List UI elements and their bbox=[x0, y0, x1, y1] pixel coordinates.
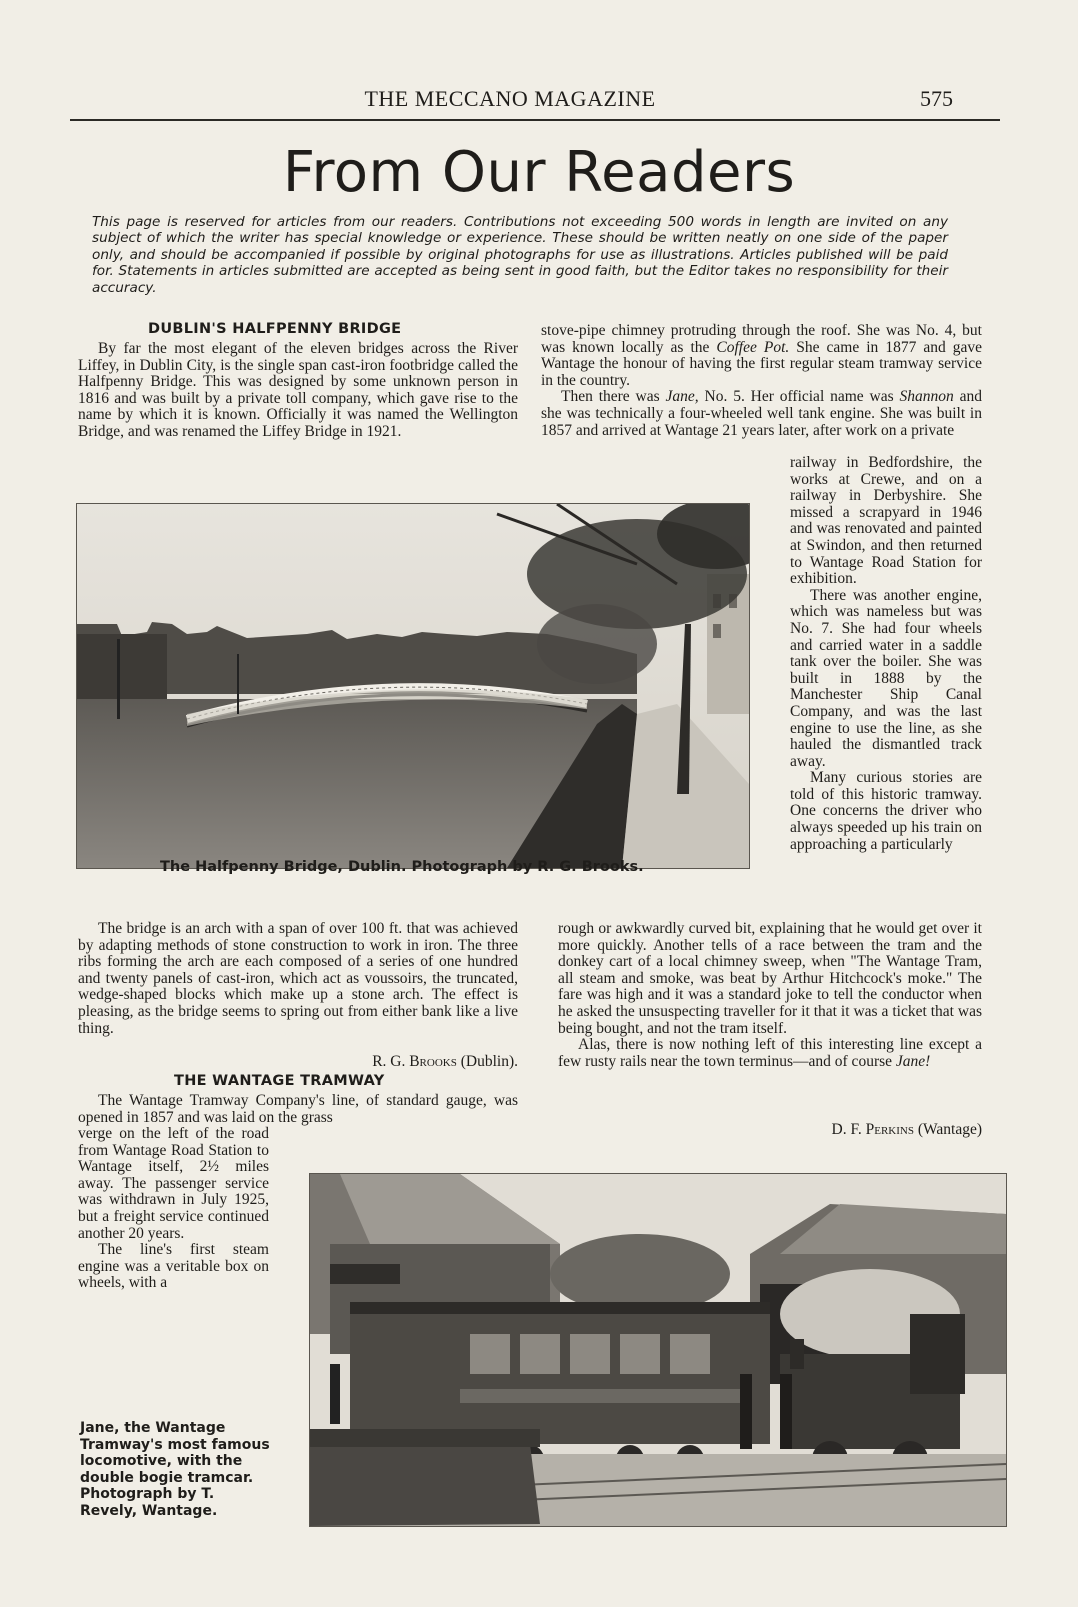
page-title: From Our Readers bbox=[282, 140, 796, 205]
header-rule bbox=[70, 119, 1000, 121]
wantage-column-lower bbox=[558, 921, 982, 1070]
wantage-narrow-para-3: Many curious stories are told of this historic tramway. One concerns the driver who always speeded up his train on approaching a particularly bbox=[790, 769, 982, 853]
dublin-author-name: R. G. Brooks bbox=[372, 1053, 457, 1070]
wantage-closing-para: Alas, there is now nothing left of this interesting line except a few rusty rails near the town terminus—and of course Jane! bbox=[558, 1036, 982, 1070]
wantage-author-place: (Wantage) bbox=[917, 1121, 982, 1138]
article-heading-wantage: THE WANTAGE TRAMWAY bbox=[174, 1073, 385, 1089]
bridge-photo-caption: The Halfpenny Bridge, Dublin. Photograph by R. G. Brooks. bbox=[160, 859, 644, 875]
wantage-narrow-column bbox=[790, 455, 982, 853]
wantage-column-top bbox=[541, 323, 982, 439]
wantage-intro-text: The Wantage Tramway Company's line, of standard gauge, was opened in 1857 and was laid on the grass bbox=[78, 1092, 518, 1126]
tram-photo-caption: Jane, the Wantage Tramway's most famous locomotive, with the double bogie tramcar. Photograph by T. Revely, Wantage. bbox=[80, 1420, 270, 1519]
wantage-author-signature bbox=[700, 1121, 982, 1139]
wantage-first-engine-text: The line's first steam engine was a veritable box on wheels, with a bbox=[78, 1241, 269, 1292]
dublin-paragraph-1 bbox=[78, 341, 518, 441]
article-heading-dublin: DUBLIN'S HALFPENNY BRIDGE bbox=[148, 321, 402, 337]
page-number: 575 bbox=[920, 86, 953, 111]
wantage-narrow-para-1: railway in Bedfordshire, the works at Crewe, and on a railway in Derbyshire. She missed a scrapyard in 1946 and was renovated and painted at Swindon, and then returned to Wantage Road Station for exhibition. bbox=[790, 454, 982, 588]
magazine-title: THE MECCANO MAGAZINE bbox=[364, 86, 656, 111]
wantage-intro-para bbox=[78, 1093, 518, 1126]
intro-text: This page is reserved for articles from our readers. Contributions not exceeding 500 words in length are invited on any subject of which the writer has special knowledge or experience. These should be written neatly on one side of the paper only, and should be accompanied if possible by original photographs for use as illustrations. Articles published will be paid for. Statements in articles submitted are accepted as being sent in good faith, but the Editor takes no responsibility for their accuracy. bbox=[92, 214, 948, 296]
wantage-jane-para: Then there was Jane, No. 5. Her official name was Shannon and she was technically a four-wheeled well tank engine. She was built in 1857 and arrived at Wantage 21 years later, after work on a private bbox=[541, 388, 982, 439]
dublin-para-2-text: The bridge is an arch with a span of over 100 ft. that was achieved by adapting methods of stone construction to work in iron. The three ribs forming the arch are each composed of a series of one hundred and twenty panels of cast-iron, which act as voussoirs, the truncated, wedge-shaped blocks which make up a stone arch. The effect is pleasing, as the bridge seems to spring out from either bank like a live thing. bbox=[78, 920, 518, 1037]
wantage-coffee-pot-para: stove-pipe chimney protruding through the roof. She was No. 4, but was known locally as the Coffee Pot. She came in 1877 and gave Wantage the honour of having the first regular steam tramway service in the country. bbox=[541, 322, 982, 389]
dublin-para-1-text: By far the most elegant of the eleven bridges across the River Liffey, in Dublin City, is the single span cast-iron footbridge called the Halfpenny Bridge. This was designed by some unknown person in 1816 and was built by a private toll company, which gave rise to the name by which it is known. Officially it was named the Wellington Bridge, and was renamed the Liffey Bridge in 1921. bbox=[78, 340, 518, 440]
halfpenny-bridge-photo bbox=[76, 503, 750, 869]
dublin-author-signature bbox=[278, 1053, 518, 1071]
dublin-author-place: (Dublin). bbox=[460, 1053, 518, 1070]
wantage-stories-para: rough or awkwardly curved bit, explaining that he would get over it more quickly. Another tells of a race between the tram and the donkey cart of a local chimney sweep, when "The Wantage Tram, all steam and smoke, was beat by Arthur Hitchcock's moke." The fare was high and it was a standard joke to tell the conductor when he asked the unsuspecting traveller for it that it was a ticket that was being bought, and not the tram itself. bbox=[558, 920, 982, 1037]
wantage-author-name: D. F. Perkins bbox=[831, 1121, 914, 1138]
wantage-narrow-left-column bbox=[78, 1126, 269, 1292]
dublin-paragraph-2 bbox=[78, 921, 518, 1037]
wantage-route-text: verge on the left of the road from Wantage Road Station to Wantage itself, 2½ miles away. The passenger service was withdrawn in July 1925, but a freight service continued another 20 years. bbox=[78, 1125, 269, 1242]
wantage-tram-photo bbox=[309, 1173, 1007, 1527]
wantage-narrow-para-2: There was another engine, which was nameless but was No. 7. She had four wheels and carried water in a saddle tank over the boiler. She was built in 1888 by the Manchester Ship Canal Company, and was the last engine to use the line, as she hauled the dismantled track away. bbox=[790, 586, 982, 770]
